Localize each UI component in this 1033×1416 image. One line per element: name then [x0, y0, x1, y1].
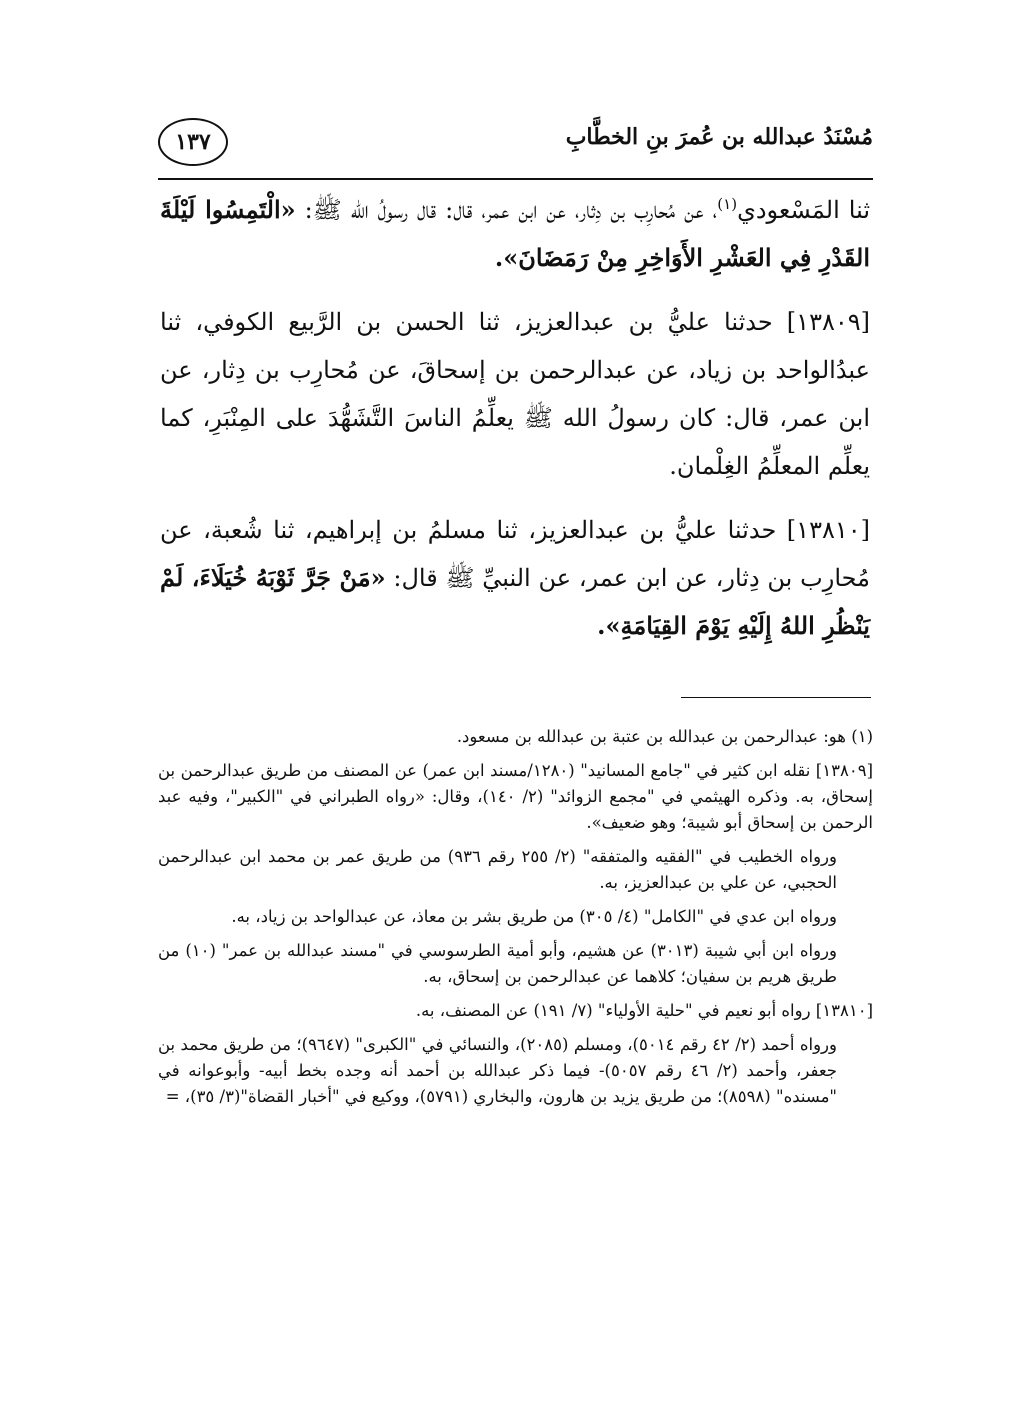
page-header — [158, 118, 873, 174]
hadith-13810 — [160, 506, 870, 650]
header-rule — [158, 178, 873, 180]
footnote-13809-c: ورواه ابن عدي في "الكامل" (٤/ ٣٠٥) من طريق بشر بن معاذ، عن عبدالواحد بن زياد، به. — [231, 907, 837, 926]
footnote-13810-b: ورواه أحمد (٢/ ٤٢ رقم ٥٠١٤)، ومسلم (٢٠٨٥)، والنسائي في "الكبرى" (٩٦٤٧)؛ من طريق محمد بن جعفر، وأحمد (٢/ ٤٦ رقم ٥٠٥٧)- فيما ذكر عبدالله بن أحمد أنه وجده بخط أبيه- وأبوعوانه في "مسنده" (٨٥٩٨)؛ من طريق يزيد بن هارون، والبخاري (٥٧٩١)، ووكيع في "أخبار القضاة"(٣/ ٣٥)، = — [158, 1035, 837, 1106]
footnote-13810: [١٣٨١٠] رواه أبو نعيم في "حلية الأولياء" (٧/ ١٩١) عن المصنف، به. — [415, 1001, 873, 1020]
running-title: مُسْنَدُ عبدالله بن عُمرَ بنِ الخطَّابِ — [565, 124, 873, 150]
footnote-ref: (١) — [717, 195, 738, 213]
footnote-1: (١) هو: عبدالرحمن بن عبدالله بن عتبة بن عبدالله بن مسعود. — [456, 727, 873, 746]
hadith-13809: [١٣٨٠٩] حدثنا عليُّ بن عبدالعزيز، ثنا الحسن بن الرَّبيع الكوفي، ثنا عبدُالواحد بن زياد، عن عبدالرحمن بن إسحاقَ، عن مُحارِب بن دِثار، عن ابن عمر، قال: كان رسولُ الله ﷺ يعلِّمُ الناسَ التَّشَهُّدَ على المِنْبَرِ، كما يعلِّم المعلِّمُ الغِلْمان. — [160, 308, 870, 480]
main-text — [160, 186, 870, 666]
hadith-quote-2: «مَنْ جَرَّ ثَوْبَهُ خُيَلَاءَ، لَمْ يَنْظُرِ اللهُ إِلَيْهِ يَوْمَ القِيَامَةِ». — [160, 563, 870, 640]
p3-text: [١٣٨١٠] حدثنا عليُّ بن عبدالعزيز، ثنا مسلمُ بن إبراهيم، ثنا شُعبة، عن مُحارِب بن دِثار، عن ابن عمر، عن النبيِّ ﷺ قال: — [160, 516, 870, 592]
footnotes — [158, 724, 873, 1118]
footnote-13809: [١٣٨٠٩] نقله ابن كثير في "جامع المسانيد" (١٢٨٠/مسند ابن عمر) عن المصنف من طريق عبدالرحمن بن إسحاق، به. وذكره الهيثمي في "مجمع الزوائد" (٢/ ١٤٠)، وقال: «رواه الطبراني في "الكبير"، وفيه عبد الرحمن بن إسحاق أبو شيبة؛ وهو ضعيف». — [158, 761, 873, 832]
footnote-rule — [681, 697, 871, 698]
footnote-13809-d: ورواه ابن أبي شيبة (٣٠١٣) عن هشيم، وأبو أمية الطرسوسي في "مسند عبدالله بن عمر" (١٠) من طريق هريم بن سفيان؛ كلاهما عن عبدالرحمن بن إسحاق، به. — [158, 941, 837, 986]
hadith-quote-1: «الْتَمِسُوا لَيْلَةَ القَدْرِ فِي العَشْرِ الأَوَاخِرِ مِنْ رَمَضَانَ». — [160, 195, 870, 272]
page-number: ١٣٧ — [158, 118, 228, 166]
p1-text: ثنا المَسْعودي — [737, 196, 871, 224]
paragraph-1 — [160, 186, 870, 282]
p1-text-2: ، عن مُحارِب بن دِثار، عن ابن عمر، قال: قال رسولُ الله ﷺ: — [295, 196, 718, 224]
footnote-13809-b: ورواه الخطيب في "الفقيه والمتفقه" (٢/ ٢٥٥ رقم ٩٣٦) من طريق عمر بن محمد ابن عبدالرحمن الحجبي، عن علي بن عبدالعزيز، به. — [158, 847, 837, 892]
